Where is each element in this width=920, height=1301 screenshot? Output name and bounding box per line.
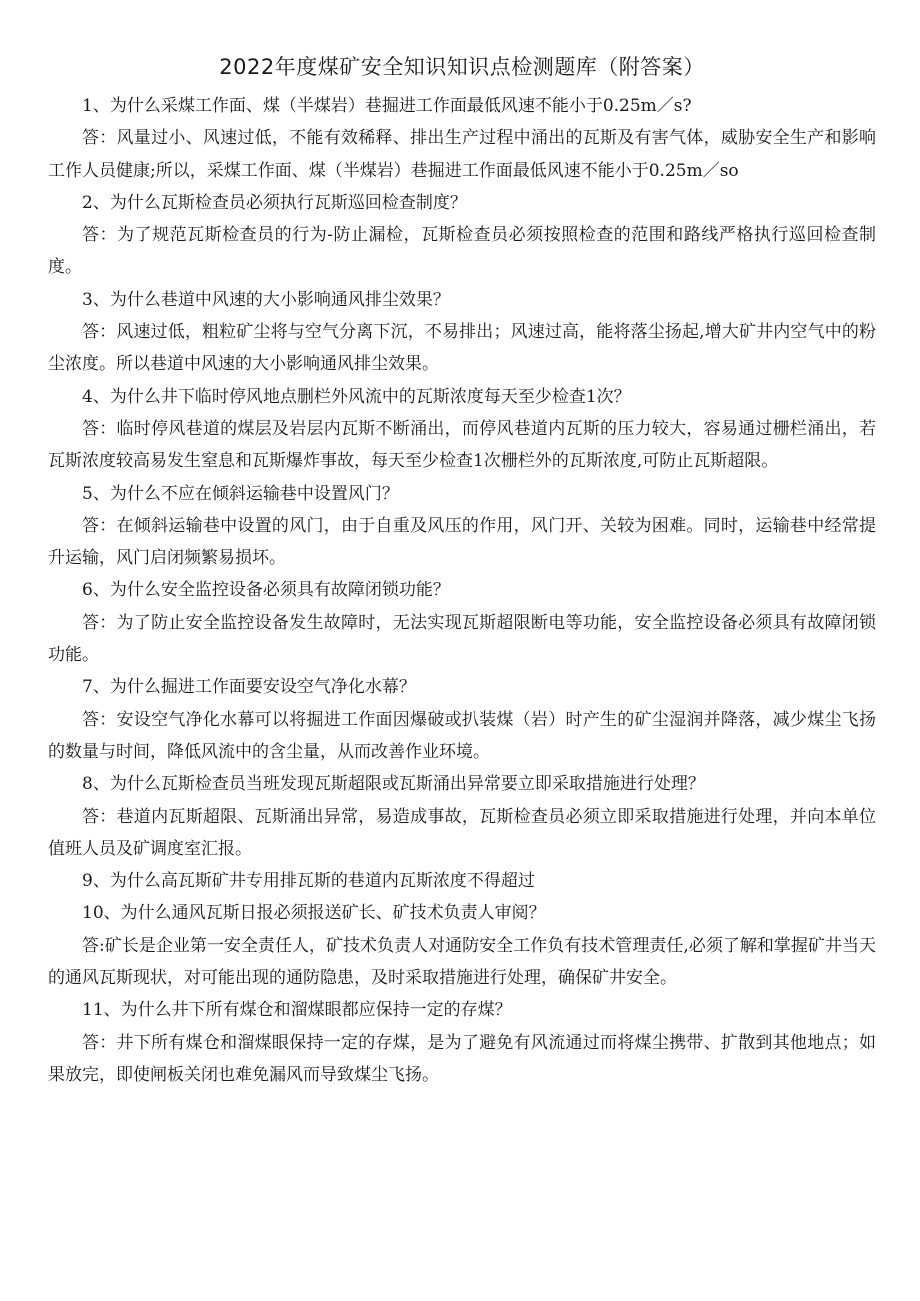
qa-item-8 <box>48 768 876 865</box>
qa-item-10 <box>48 897 876 994</box>
qa-item-4 <box>48 381 876 478</box>
question-6: 6、为什么安全监控设备必须具有故障闭锁功能？ <box>82 580 450 601</box>
answer-11: 答：井下所有煤仓和溜煤眼保持一定的存煤，是为了避免有风流通过而将煤尘携带、扩散到其他地点；如果放完，即使闸板关闭也难免漏风而导致煤尘飞扬。 <box>48 1032 876 1085</box>
answer-3: 答：风速过低，粗粒矿尘将与空气分离下沉，不易排出；风速过高，能将落尘扬起,增大矿井内空气中的粉尘浓度。所以巷道中风速的大小影响通风排尘效果。 <box>48 322 876 375</box>
question-5: 5、为什么不应在倾斜运输巷中设置风门？ <box>82 483 399 504</box>
qa-item-3 <box>48 284 876 381</box>
answer-4: 答：临时停风巷道的煤层及岩层内瓦斯不断涌出，而停风巷道内瓦斯的压力较大，容易通过栅栏涌出，若瓦斯浓度较高易发生窒息和瓦斯爆炸事故，每天至少检查1次栅栏外的瓦斯浓度,可防止瓦斯超限。 <box>48 418 876 472</box>
question-7: 7、为什么掘进工作面要安设空气净化水幕？ <box>82 677 416 698</box>
answer-10: 答:矿长是企业第一安全责任人，矿技术负责人对通防安全工作负有技术管理责任,必须了解和掌握矿井当天的通风瓦斯现状，对可能出现的通防隐患，及时采取措施进行处理，确保矿井安全。 <box>48 935 876 989</box>
question-8: 8、为什么瓦斯检查员当班发现瓦斯超限或瓦斯涌出异常要立即采取措施进行处理？ <box>82 774 705 795</box>
qa-item-2 <box>48 187 876 284</box>
question-1: 1、为什么采煤工作面、煤（半煤岩）巷掘进工作面最低风速不能小于0.25m／s? <box>82 96 692 116</box>
document-title: 2022年度煤矿安全知识知识点检测题库（附答案） <box>219 55 705 79</box>
answer-8: 答：巷道内瓦斯超限、瓦斯涌出异常，易造成事故，瓦斯检查员必须立即采取措施进行处理，并向本单位值班人员及矿调度室汇报。 <box>48 806 876 859</box>
question-10: 10、为什么通风瓦斯日报必须报送矿长、矿技术负责人审阅？ <box>82 903 546 924</box>
answer-2: 答：为了规范瓦斯检查员的行为-防止漏检，瓦斯检查员必须按照检查的范围和路线严格执行巡回检查制度。 <box>48 225 876 278</box>
qa-item-5 <box>48 478 876 575</box>
qa-item-6 <box>48 574 876 671</box>
answer-7: 答：安设空气净化水幕可以将掘进工作面因爆破或扒装煤（岩）时产生的矿尘湿润并降落，减少煤尘飞扬的数量与时间，降低风流中的含尘量，从而改善作业环境。 <box>48 709 876 762</box>
answer-1: 答：风量过小、风速过低，不能有效稀释、排出生产过程中涌出的瓦斯及有害气体，威胁安全生产和影响工作人员健康;所以，采煤工作面、煤（半煤岩）巷掘进工作面最低风速不能小于0.25m／so <box>48 128 876 181</box>
qa-item-9 <box>48 865 876 897</box>
answer-6: 答：为了防止安全监控设备发生故障时，无法实现瓦斯超限断电等功能，安全监控设备必须具有故障闭锁功能。 <box>48 612 876 666</box>
question-2: 2、为什么瓦斯检查员必须执行瓦斯巡回检查制度？ <box>82 192 467 213</box>
question-4: 4、为什么井下临时停风地点删栏外风流中的瓦斯浓度每天至少检查1次？ <box>82 386 631 407</box>
question-3: 3、为什么巷道中风速的大小影响通风排尘效果？ <box>82 289 450 310</box>
answer-5: 答：在倾斜运输巷中设置的风门，由于自重及风压的作用，风门开、关较为困难。同时，运输巷中经常提升运输，风门启闭频繁易损坏。 <box>48 515 876 569</box>
question-9: 9、为什么高瓦斯矿井专用排瓦斯的巷道内瓦斯浓度不得超过 <box>82 871 535 892</box>
qa-item-7 <box>48 671 876 768</box>
qa-item-1 <box>48 90 876 187</box>
qa-item-11 <box>48 994 876 1091</box>
question-11: 11、为什么井下所有煤仓和溜煤眼都应保持一定的存煤？ <box>82 1000 512 1021</box>
